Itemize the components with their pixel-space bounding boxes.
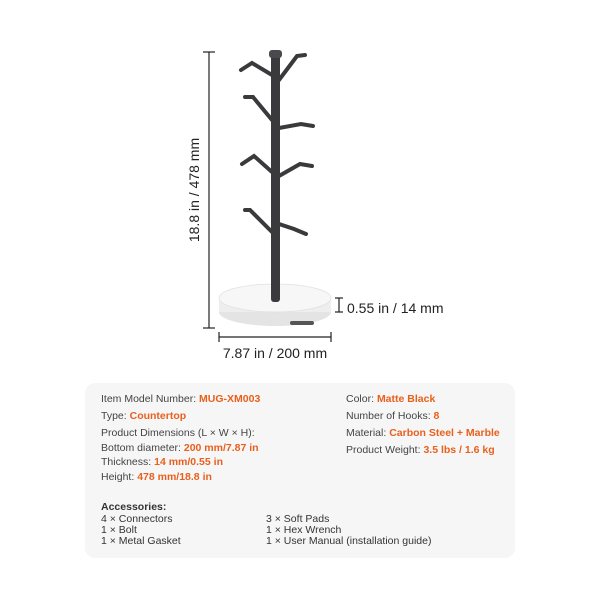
spec-bottom-label: Bottom diameter: (101, 442, 184, 454)
diameter-dimension-label: 7.87 in / 200 mm (222, 345, 328, 361)
spec-hooks-label: Number of Hooks: (346, 410, 434, 422)
accessories-right-list (266, 514, 431, 547)
spec-color-value: Matte Black (376, 393, 436, 405)
spec-material-label: Material: (346, 427, 390, 439)
spec-thickness (101, 455, 331, 470)
height-dimension-label: 18.8 in / 478 mm (186, 137, 202, 243)
accessory-item: 1 × Bolt (101, 524, 137, 536)
spec-weight-value: 3.5 lbs / 1.6 kg (423, 444, 495, 456)
spec-column-right (346, 391, 506, 459)
spec-material-value: Carbon Steel + Marble (389, 427, 500, 439)
accessory-item: 1 × User Manual (installation guide) (266, 535, 432, 547)
spec-weight-label: Product Weight: (346, 444, 424, 456)
spec-hooks-value: 8 (433, 410, 440, 422)
spec-thickness-label: Thickness: (101, 456, 155, 468)
diameter-dimension (219, 332, 331, 361)
accessory-item: 3 × Soft Pads (266, 513, 330, 525)
spec-hooks (346, 408, 506, 425)
spec-dimensions-label: Product Dimensions (L × W × H): (101, 427, 255, 439)
accessories-left-list (101, 514, 181, 547)
spec-color-label: Color: (346, 393, 377, 405)
spec-height (101, 470, 331, 485)
thickness-dimension (335, 298, 444, 316)
spec-column-left (101, 391, 331, 485)
accessory-item: 1 × Hex Wrench (266, 524, 342, 536)
height-dimension (186, 52, 215, 328)
spec-bottom-diameter (101, 442, 331, 455)
spec-weight (346, 442, 506, 459)
spec-model-value: MUG-XM003 (199, 393, 261, 405)
spec-thickness-value: 14 mm/0.55 in (154, 456, 223, 468)
spec-bottom-value: 200 mm/7.87 in (183, 442, 259, 454)
spec-model-label: Item Model Number: (101, 393, 200, 405)
spec-height-label: Height: (101, 471, 138, 483)
spec-type-label: Type: (101, 410, 130, 422)
spec-type (101, 408, 331, 425)
accessory-item: 4 × Connectors (101, 513, 173, 525)
spec-card (85, 383, 515, 558)
accessory-item: 1 × Metal Gasket (101, 535, 181, 547)
spec-type-value: Countertop (129, 410, 187, 422)
spec-height-value: 478 mm/18.8 in (137, 471, 212, 483)
spec-dimensions (101, 425, 331, 442)
spec-model (101, 391, 331, 408)
spec-color (346, 391, 506, 408)
accessories-title: Accessories: (101, 501, 167, 513)
thickness-dimension-label: 0.55 in / 14 mm (347, 300, 444, 316)
spec-material (346, 425, 506, 442)
